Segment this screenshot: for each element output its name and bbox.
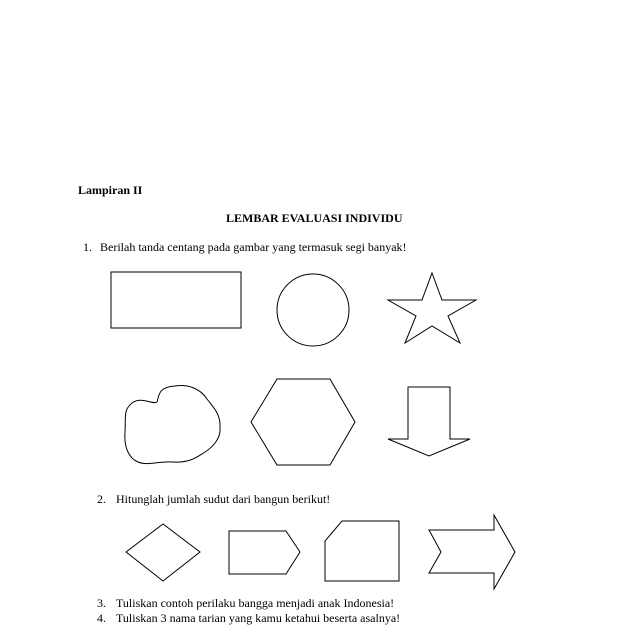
rectangle-figure: [111, 272, 241, 328]
question-1-number: 1.: [83, 240, 92, 254]
question-4-number: 4.: [97, 611, 106, 625]
question-1-text: Berilah tanda centang pada gambar yang termasuk segi banyak!: [100, 240, 407, 254]
down-arrow-figure: [388, 387, 470, 456]
irregular-blob-figure: [125, 386, 220, 464]
question-2-text: Hitunglah jumlah sudut dari bangun berikut!: [116, 492, 331, 506]
question-2-number: 2.: [97, 492, 106, 506]
question-3-text: Tuliskan contoh perilaku bangga menjadi anak Indonesia!: [116, 596, 395, 610]
cut-corner-square-figure: [325, 521, 399, 581]
page-title: LEMBAR EVALUASI INDIVIDU: [226, 211, 403, 225]
chevron-arrow-figure: [429, 515, 515, 589]
question-3-number: 3.: [97, 596, 106, 610]
star-figure: [388, 273, 476, 343]
hexagon-figure: [251, 379, 355, 465]
attachment-heading: Lampiran II: [78, 183, 143, 197]
question-4-text: Tuliskan 3 nama tarian yang kamu ketahui beserta asalnya!: [116, 611, 401, 625]
pentagon-arrow-figure: [229, 531, 300, 574]
rhombus-figure: [126, 524, 200, 581]
circle-figure: [277, 274, 349, 346]
